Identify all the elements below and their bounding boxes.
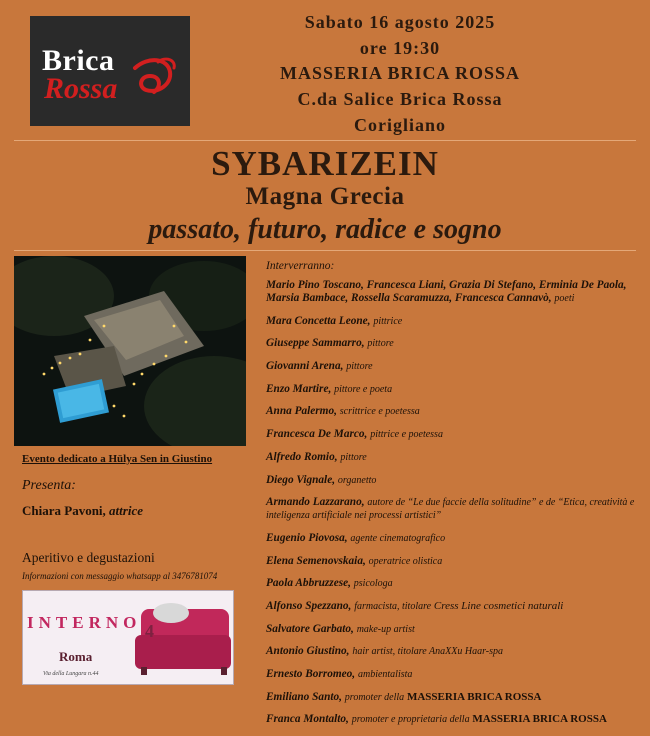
speaker-name: Anna Palermo, <box>266 405 337 418</box>
list-item <box>266 360 642 373</box>
speaker-role: farmacista, titolare <box>354 600 432 612</box>
event-time: ore 19:30 <box>359 38 441 58</box>
list-item <box>266 405 642 418</box>
speaker-name: Paola Abbruzzese, <box>266 577 351 590</box>
list-item <box>266 474 642 487</box>
logo-text-rossa: Rossa <box>44 72 118 105</box>
speakers-intro: Interverranno: <box>266 260 335 272</box>
divider <box>14 140 636 141</box>
speaker-role: pittrice e poetessa <box>370 429 443 441</box>
event-tagline: passato, futuro, radice e sogno <box>148 214 502 245</box>
list-item <box>266 577 642 590</box>
list-item <box>266 315 642 328</box>
speaker-name: Eugenio Piovosa, <box>266 531 348 544</box>
list-item <box>266 623 642 636</box>
speaker-name: Enzo Martire, <box>266 382 332 395</box>
speaker-role: hair artist, titolare AnaXXu Haar-spa <box>352 646 503 658</box>
speaker-role: ambientalista <box>357 669 413 680</box>
list-item <box>266 383 642 396</box>
list-item <box>266 532 642 545</box>
list-item <box>266 691 642 704</box>
list-item <box>266 645 642 658</box>
speaker-role: operatrice olistica <box>368 555 443 567</box>
speaker-venue: MASSERIA BRICA ROSSA <box>472 713 607 726</box>
list-item <box>266 713 642 726</box>
speaker-name: Salvatore Garbato, <box>266 622 354 635</box>
event-town: Corigliano <box>353 115 446 135</box>
speaker-name: Franca Montalto, <box>266 713 349 726</box>
host <box>22 503 143 519</box>
info-text: Informazioni con messaggio whatsapp al 3476781074 <box>22 571 218 581</box>
speaker-name: Mario Pino Toscano, Francesca Liani, Grazia Di Stefano, Erminia De Paola, Marsia Bambace, Rossella Scaramuzza, Francesca Cannavò, <box>266 279 627 304</box>
speaker-role: pittrice <box>373 315 403 327</box>
speaker-role: pittore e poeta <box>334 383 393 395</box>
speaker-role: agente cinematografico <box>350 532 446 544</box>
speaker-name: Ernesto Borromeo, <box>266 668 356 680</box>
photo-caption: Evento dedicato a Hülya Sen in Giustino <box>22 453 213 465</box>
event-subtitle: Magna Grecia <box>245 183 405 210</box>
speaker-venue: Cress Line cosmetici naturali <box>433 599 564 612</box>
speaker-name: Alfredo Romio, <box>266 450 338 463</box>
list-item <box>266 496 642 522</box>
ad-address: Via della Lungara n.44 <box>43 671 99 677</box>
speaker-name: Francesca De Marco, <box>266 428 368 441</box>
speaker-name: Antonio Giustino, <box>266 645 350 658</box>
list-item <box>266 279 642 305</box>
speaker-role: pittore <box>367 338 394 350</box>
interno4-ad <box>22 590 234 685</box>
ad-brand-number: 4 <box>145 621 154 641</box>
logo-text-brica: Brica <box>42 44 115 77</box>
presenta-label: Presenta: <box>22 478 76 493</box>
list-item <box>266 451 642 464</box>
speaker-role: poeti <box>554 293 575 304</box>
speaker-role: promoter e proprietaria della <box>351 714 470 726</box>
ad-city: Roma <box>59 649 93 664</box>
event-date: Sabato 16 agosto 2025 <box>304 12 496 32</box>
speaker-role: autore de “Le due faccie della solitudine” e de “Etica, creatività e inteligenza artificiale nei processi artistici” <box>266 497 635 522</box>
speaker-name: Emiliano Santo, <box>266 690 342 703</box>
speaker-role: scrittrice e poetessa <box>339 406 420 418</box>
masseria-aerial-photo <box>14 256 246 446</box>
logo-swirl-icon <box>130 54 180 104</box>
speaker-name: Mara Concetta Leone, <box>266 314 371 327</box>
list-item <box>266 555 642 568</box>
event-title: SYBARIZEIN <box>211 144 439 183</box>
speaker-name: Alfonso Spezzano, <box>266 599 352 612</box>
speaker-role: make-up artist <box>356 623 415 635</box>
speaker-name: Elena Semenovskaia, <box>266 554 366 567</box>
speakers-list <box>266 279 642 736</box>
ad-brand-name: INTERNO <box>27 613 142 632</box>
event-address: C.da Salice Brica Rossa <box>297 89 503 109</box>
speaker-name: Diego Vignale, <box>266 473 336 486</box>
speaker-name: Giuseppe Sammarro, <box>266 337 365 350</box>
list-item <box>266 600 642 613</box>
aperitivo-text: Aperitivo e degustazioni <box>22 550 155 565</box>
list-item <box>266 668 642 681</box>
brica-rossa-logo <box>30 16 190 126</box>
event-venue: MASSERIA BRICA ROSSA <box>279 63 521 83</box>
speaker-role: organetto <box>337 474 377 486</box>
speaker-name: Giovanni Arena, <box>266 360 344 373</box>
speaker-role: pittore <box>340 451 367 463</box>
host-name: Chiara Pavoni, <box>22 503 106 518</box>
divider <box>14 250 636 251</box>
list-item <box>266 428 642 441</box>
speaker-role: psicologa <box>353 578 393 590</box>
speaker-role: pittore <box>346 361 373 373</box>
speaker-role: promoter della <box>344 691 405 703</box>
host-role: attrice <box>109 503 143 518</box>
speaker-venue: MASSERIA BRICA ROSSA <box>406 690 542 703</box>
list-item <box>266 337 642 350</box>
speaker-name: Armando Lazzarano, <box>266 496 365 509</box>
